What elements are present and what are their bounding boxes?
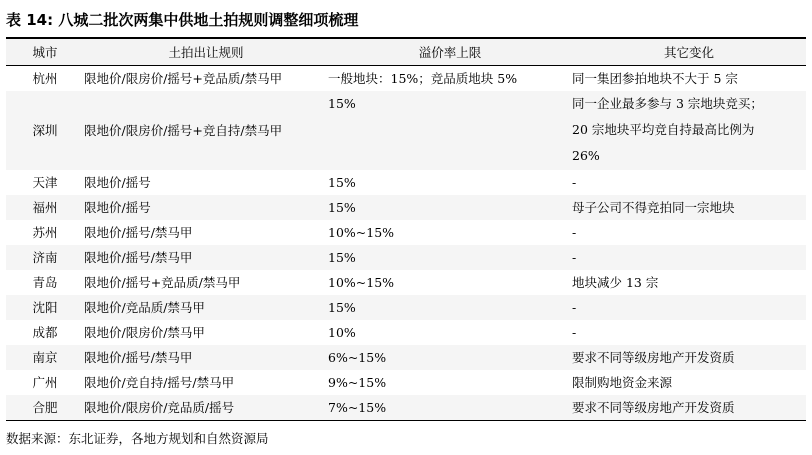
other-changes-cell <box>572 220 806 245</box>
other-changes-line: 要求不同等级房地产开发资质 <box>572 400 735 415</box>
auction-rule-cell: 限地价/摇号 <box>84 200 151 215</box>
premium-cap-cell: 15% <box>328 250 356 265</box>
city-cell: 成都 <box>32 325 58 340</box>
premium-cap-cell: 9%~15% <box>328 375 387 390</box>
city-cell: 杭州 <box>32 71 58 86</box>
auction-rule-cell: 限地价/限房价/禁马甲 <box>84 325 205 340</box>
city-cell: 南京 <box>32 350 58 365</box>
other-changes-cell <box>572 195 806 220</box>
other-changes-line: 限制购地资金来源 <box>572 375 673 390</box>
table-row <box>6 370 806 395</box>
premium-cap-cell: 10% <box>328 325 356 340</box>
premium-cap-cell: 15% <box>328 200 356 215</box>
auction-rule-cell: 限地价/限房价/竞品质/摇号 <box>84 400 235 415</box>
other-changes-cell <box>572 295 806 320</box>
table-row <box>6 345 806 370</box>
premium-cap-cell: 7%~15% <box>328 400 387 415</box>
city-cell: 深圳 <box>32 123 58 138</box>
table-row <box>6 91 806 170</box>
other-changes-cell <box>572 370 806 395</box>
premium-cap-cell: 一般地块：15%；竞品质地块 5% <box>328 71 518 86</box>
other-changes-cell <box>572 320 806 345</box>
table-row <box>6 170 806 195</box>
auction-rule-cell: 限地价/竞自持/摇号/禁马甲 <box>84 375 235 390</box>
source-note: 数据来源：东北证券，各地方规划和自然资源局 <box>6 431 269 446</box>
table-row <box>6 295 806 320</box>
other-changes-cell <box>572 270 806 295</box>
other-changes-line: 母子公司不得竞拍同一宗地块 <box>572 200 735 215</box>
other-changes-line: - <box>572 300 577 315</box>
premium-cap-cell: 10%~15% <box>328 225 395 240</box>
other-changes-cell <box>572 170 806 195</box>
auction-rule-cell: 限地价/摇号/禁马甲 <box>84 350 193 365</box>
other-changes-line: 26% <box>572 148 600 163</box>
other-changes-line: - <box>572 175 577 190</box>
city-cell: 福州 <box>32 200 58 215</box>
table-row <box>6 320 806 345</box>
auction-rule-cell: 限地价/摇号/禁马甲 <box>84 250 193 265</box>
table-header-row <box>6 39 806 66</box>
other-changes-cell <box>572 66 806 91</box>
city-cell: 合肥 <box>32 400 58 415</box>
city-cell: 济南 <box>32 250 58 265</box>
premium-cap-cell: 10%~15% <box>328 275 395 290</box>
auction-rule-cell: 限地价/限房价/摇号+竞自持/禁马甲 <box>84 123 283 138</box>
table-row <box>6 270 806 295</box>
other-changes-line: 要求不同等级房地产开发资质 <box>572 350 735 365</box>
other-changes-line: 地块减少 13 宗 <box>572 275 659 290</box>
auction-rule-cell: 限地价/限房价/摇号+竞品质/禁马甲 <box>84 71 283 86</box>
other-changes-cell <box>572 395 806 420</box>
table-row <box>6 245 806 270</box>
other-changes-line: 同一企业最多参与 3 宗地块竞买； <box>572 96 763 111</box>
auction-rule-cell: 限地价/竞品质/禁马甲 <box>84 300 205 315</box>
premium-cap-cell: 6%~15% <box>328 350 387 365</box>
other-changes-cell <box>572 245 806 270</box>
header-premium-cap: 溢价率上限 <box>418 44 482 60</box>
other-changes-line: - <box>572 325 577 340</box>
table-body <box>6 66 806 420</box>
other-changes-line: - <box>572 225 577 240</box>
premium-cap-cell: 15% <box>328 96 356 111</box>
other-changes-line: 20 宗地块平均竞自持最高比例为 <box>572 122 755 137</box>
auction-rule-cell: 限地价/摇号 <box>84 175 151 190</box>
other-changes-line: 同一集团参拍地块不大于 5 宗 <box>572 71 738 86</box>
table-row <box>6 220 806 245</box>
table-row <box>6 66 806 91</box>
city-cell: 沈阳 <box>32 300 58 315</box>
city-cell: 苏州 <box>32 225 58 240</box>
header-other-changes: 其它变化 <box>663 44 714 60</box>
city-cell: 青岛 <box>32 275 58 290</box>
auction-rule-cell: 限地价/摇号/禁马甲 <box>84 225 193 240</box>
city-cell: 广州 <box>32 375 58 390</box>
auction-rule-cell: 限地价/摇号+竞品质/禁马甲 <box>84 275 241 290</box>
table-title: 表 14: 八城二批次两集中供地土拍规则调整细项梳理 <box>6 11 359 29</box>
header-auction-rule: 土拍出让规则 <box>168 44 244 60</box>
premium-cap-cell: 15% <box>328 175 356 190</box>
other-changes-cell <box>572 91 806 169</box>
other-changes-line: - <box>572 250 577 265</box>
table-row <box>6 395 806 420</box>
city-cell: 天津 <box>32 175 58 190</box>
other-changes-cell <box>572 345 806 370</box>
table-row <box>6 195 806 220</box>
land-auction-rules-table <box>6 37 806 421</box>
header-city: 城市 <box>32 44 58 60</box>
premium-cap-cell: 15% <box>328 300 356 315</box>
